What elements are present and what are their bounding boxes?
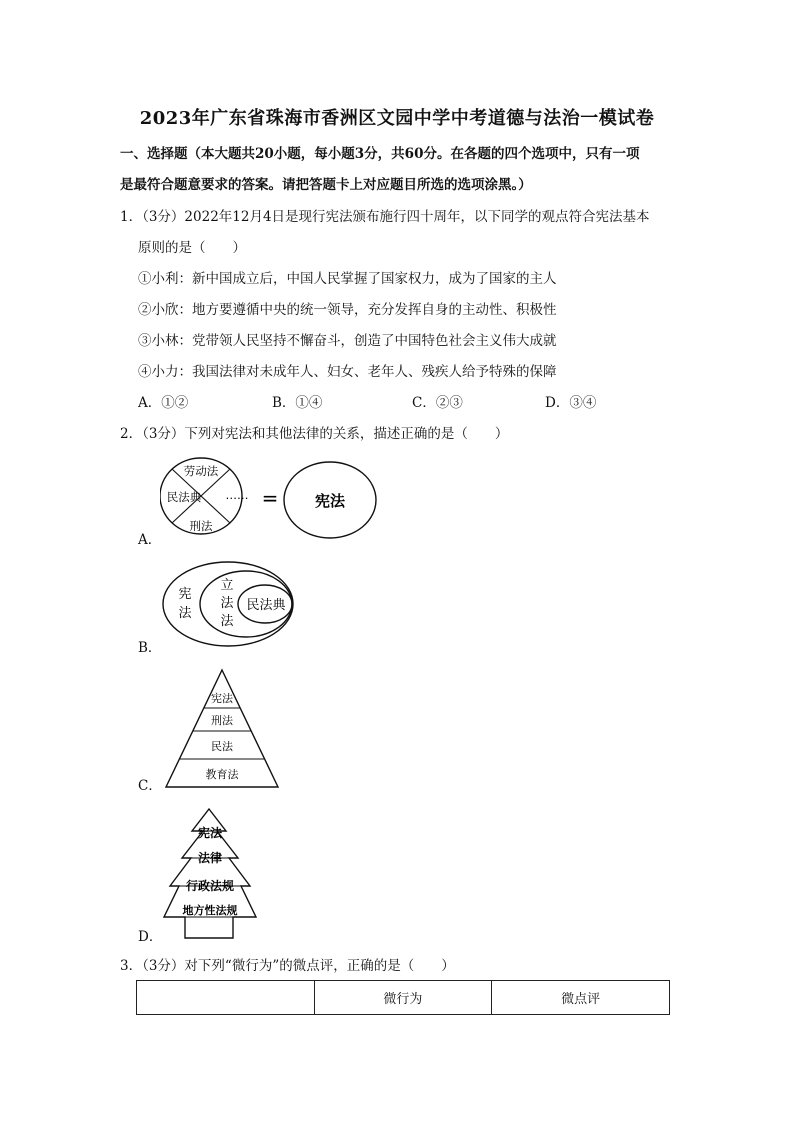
diag-a-bottom-label: 刑法 bbox=[189, 519, 213, 533]
q1-item-1: ①小利：新中国成立后，中国人民掌握了国家权力，成为了国家的主人 bbox=[138, 271, 557, 287]
diag-a-big-label: 宪法 bbox=[314, 492, 346, 510]
diag-b-mid-char-3: 法 bbox=[220, 614, 234, 629]
q1-stem-line-1: 1．（3分）2022年12月4日是现行宪法颁布施行四十周年，以下同学的观点符合宪法基本 bbox=[120, 209, 650, 225]
q2-diagram-a bbox=[160, 455, 385, 541]
diag-c-level-2: 刑法 bbox=[211, 714, 233, 727]
section-instruction-line-2: 是最符合题意要求的答案。请把答题卡上对应题目所选的选项涂黑。） bbox=[120, 177, 532, 193]
q2-diagram-d bbox=[162, 807, 258, 942]
diag-d-level-3: 行政法规 bbox=[185, 879, 235, 893]
diag-c-level-1: 宪法 bbox=[211, 692, 233, 705]
q1-item-2: ②小欣：地方要遵循中央的统一领导，充分发挥自身的主动性、积极性 bbox=[138, 302, 557, 318]
q1-item-4: ④小力：我国法律对未成年人、妇女、老年人、残疾人给予特殊的保障 bbox=[138, 364, 557, 380]
table-row bbox=[137, 981, 670, 1015]
diag-a-left-label: 民法典 bbox=[166, 490, 202, 504]
q2-stem: 2．（3分）下列对宪法和其他法律的关系，描述正确的是（ ） bbox=[120, 426, 509, 442]
diag-a-equals: = bbox=[261, 486, 279, 510]
diag-b-outer-char-2: 法 bbox=[178, 606, 192, 621]
diag-d-level-1: 宪法 bbox=[197, 826, 223, 840]
q2-option-b-label[interactable]: B． bbox=[138, 640, 162, 656]
diag-b-outer-char-1: 宪 bbox=[178, 587, 192, 602]
q3-table-header-blank bbox=[137, 981, 315, 1015]
q1-option-b[interactable]: B．①④ bbox=[272, 395, 323, 411]
diag-a-right-label: …… bbox=[225, 488, 249, 502]
q1-item-3: ③小林：党带领人民坚持不懈奋斗，创造了中国特色社会主义伟大成就 bbox=[138, 333, 557, 349]
q1-option-d[interactable]: D．③④ bbox=[545, 395, 597, 411]
diag-c-level-3: 民法 bbox=[211, 740, 233, 753]
diag-b-mid-char-2: 法 bbox=[220, 596, 234, 611]
page-title: 2023年广东省珠海市香洲区文园中学中考道德与法治一模试卷 bbox=[139, 108, 655, 129]
diag-b-inner-label: 民法典 bbox=[246, 598, 286, 613]
q1-stem-line-2: 原则的是（ ） bbox=[138, 240, 246, 256]
diag-d-level-4: 地方性法规 bbox=[182, 904, 238, 917]
q1-option-c[interactable]: C．②③ bbox=[412, 395, 463, 411]
diag-d-level-2: 法律 bbox=[197, 851, 223, 865]
section-instruction-line-1: 一、选择题（本大题共20小题，每小题3分，共60分。在各题的四个选项中，只有一项 bbox=[120, 146, 640, 162]
diag-a-top-label: 劳动法 bbox=[183, 464, 219, 478]
diag-c-level-4: 教育法 bbox=[205, 768, 239, 781]
q3-table-header-comment: 微点评 bbox=[492, 981, 670, 1015]
q3-table bbox=[136, 980, 670, 1015]
q2-diagram-b bbox=[160, 560, 300, 652]
q3-table-header-behavior: 微行为 bbox=[314, 981, 492, 1015]
q1-option-a[interactable]: A．①② bbox=[138, 395, 189, 411]
q2-option-c-label[interactable]: C． bbox=[138, 778, 162, 794]
q2-option-a-label[interactable]: A． bbox=[138, 532, 162, 548]
diag-b-mid-char-1: 立 bbox=[220, 578, 234, 593]
q2-diagram-c bbox=[164, 668, 282, 790]
q2-option-d-label[interactable]: D． bbox=[138, 929, 163, 945]
q3-stem: 3．（3分）对下列“微行为”的微点评，正确的是（ ） bbox=[120, 958, 455, 974]
